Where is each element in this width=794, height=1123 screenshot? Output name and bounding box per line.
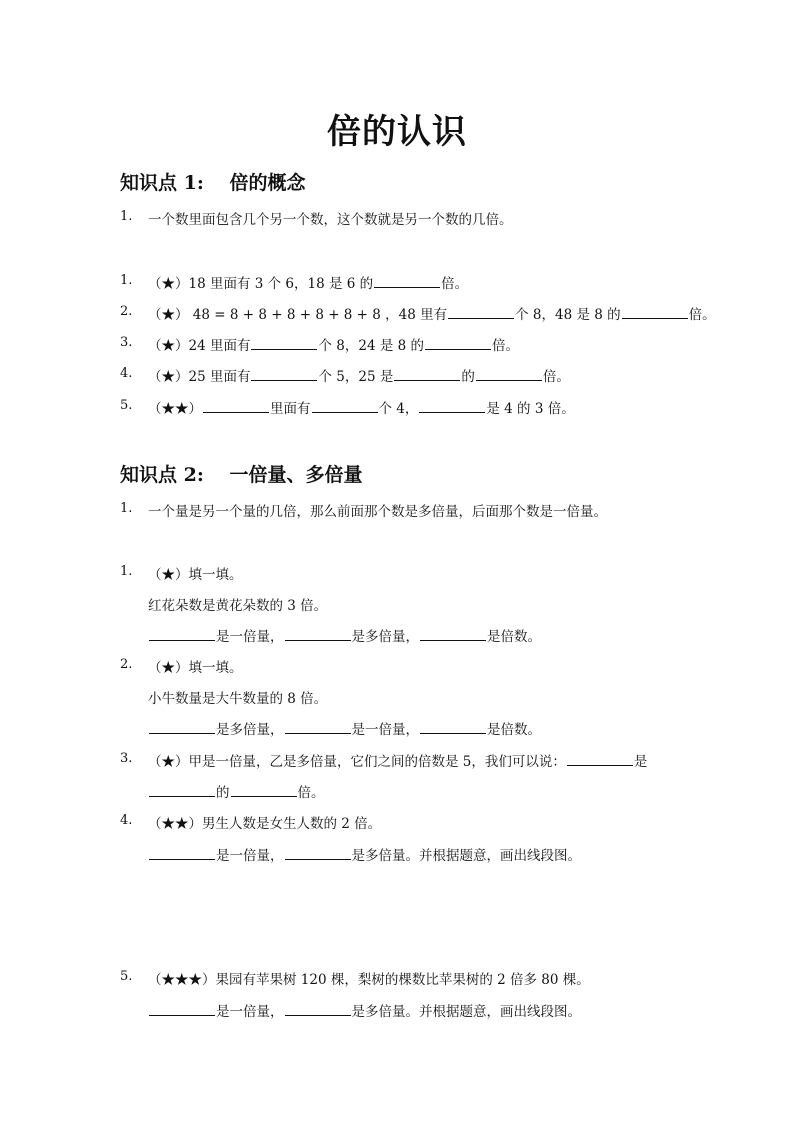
definition-number: 1. — [120, 209, 133, 224]
page-title: 倍的认识 — [327, 112, 467, 152]
answer-blank[interactable] — [149, 721, 215, 734]
question-2-2-statement: 小牛数量是大牛数量的 8 倍。 — [148, 691, 328, 707]
question-number: 1. — [120, 564, 133, 579]
answer-blank[interactable] — [149, 1003, 215, 1016]
answer-blank[interactable] — [374, 275, 440, 288]
question-1-5: （★★） 里面有 个 4， 是 4 的 3 倍。 — [148, 401, 575, 417]
question-2-5-answer-line: 是一倍量， 是多倍量。并根据题意，画出线段图。 — [148, 1000, 581, 1020]
answer-blank[interactable] — [251, 368, 317, 381]
answer-blank[interactable] — [149, 847, 215, 860]
question-2-3-line-1: （★）甲是一倍量，乙是多倍量，它们之间的倍数是 5，我们可以说： 是 — [148, 754, 648, 770]
section-heading-2: 知识点 2: 一倍量、多倍量 — [120, 464, 363, 486]
answer-blank[interactable] — [285, 847, 351, 860]
definition-text: 一个数里面包含几个另一个数，这个数就是另一个数的几倍。 — [148, 212, 513, 228]
question-number: 5. — [120, 398, 133, 413]
question-2-5-prompt: （★★★）果园有苹果树 120 棵，梨树的棵数比苹果树的 2 倍多 80 棵。 — [148, 972, 590, 988]
answer-blank[interactable] — [419, 400, 485, 413]
answer-blank[interactable] — [312, 400, 378, 413]
answer-blank[interactable] — [420, 721, 486, 734]
definition-text: 一个量是另一个量的几倍，那么前面那个数是多倍量，后面那个数是一倍量。 — [148, 504, 607, 520]
question-number: 3. — [120, 335, 133, 350]
question-2-2-prompt: （★）填一填。 — [148, 660, 243, 676]
answer-blank[interactable] — [149, 784, 215, 797]
question-2-2-answer-line: 是多倍量， 是一倍量， 是倍数。 — [148, 718, 541, 738]
question-1-4: （★）25 里面有 个 5，25 是 的 倍。 — [148, 369, 570, 385]
question-1-3: （★）24 里面有 个 8，24 是 8 的 倍。 — [148, 338, 520, 354]
answer-blank[interactable] — [203, 400, 269, 413]
question-2-4-answer-line: 是一倍量， 是多倍量。并根据题意，画出线段图。 — [148, 844, 581, 864]
section-heading-1: 知识点 1: 倍的概念 — [120, 172, 306, 194]
answer-blank[interactable] — [285, 628, 351, 641]
answer-blank[interactable] — [567, 753, 633, 766]
question-number: 2. — [120, 304, 133, 319]
question-1-1: （★）18 里面有 3 个 6，18 是 6 的 倍。 — [148, 276, 469, 292]
definition-number: 1. — [120, 501, 133, 516]
answer-blank[interactable] — [622, 306, 688, 319]
question-2-4-prompt: （★★）男生人数是女生人数的 2 倍。 — [148, 816, 382, 832]
answer-blank[interactable] — [425, 337, 491, 350]
answer-blank[interactable] — [251, 337, 317, 350]
question-2-1-answer-line: 是一倍量， 是多倍量， 是倍数。 — [148, 625, 541, 645]
answer-blank[interactable] — [231, 784, 297, 797]
question-2-1-prompt: （★）填一填。 — [148, 567, 243, 583]
answer-blank[interactable] — [285, 1003, 351, 1016]
question-number: 1. — [120, 273, 133, 288]
question-number: 4. — [120, 813, 133, 828]
question-number: 4. — [120, 366, 133, 381]
answer-blank[interactable] — [285, 721, 351, 734]
question-number: 2. — [120, 657, 133, 672]
question-number: 5. — [120, 969, 133, 984]
answer-blank[interactable] — [448, 306, 514, 319]
answer-blank[interactable] — [149, 628, 215, 641]
answer-blank[interactable] — [420, 628, 486, 641]
answer-blank[interactable] — [394, 368, 460, 381]
question-2-1-statement: 红花朵数是黄花朵数的 3 倍。 — [148, 598, 328, 614]
answer-blank[interactable] — [476, 368, 542, 381]
question-1-2: （★） 48 = 8 + 8 + 8 + 8 + 8 + 8 ，48 里有 个 8，48 是 8 的 倍。 — [148, 307, 716, 323]
question-number: 3. — [120, 751, 133, 766]
question-2-3-line-2: 的 倍。 — [148, 781, 325, 801]
